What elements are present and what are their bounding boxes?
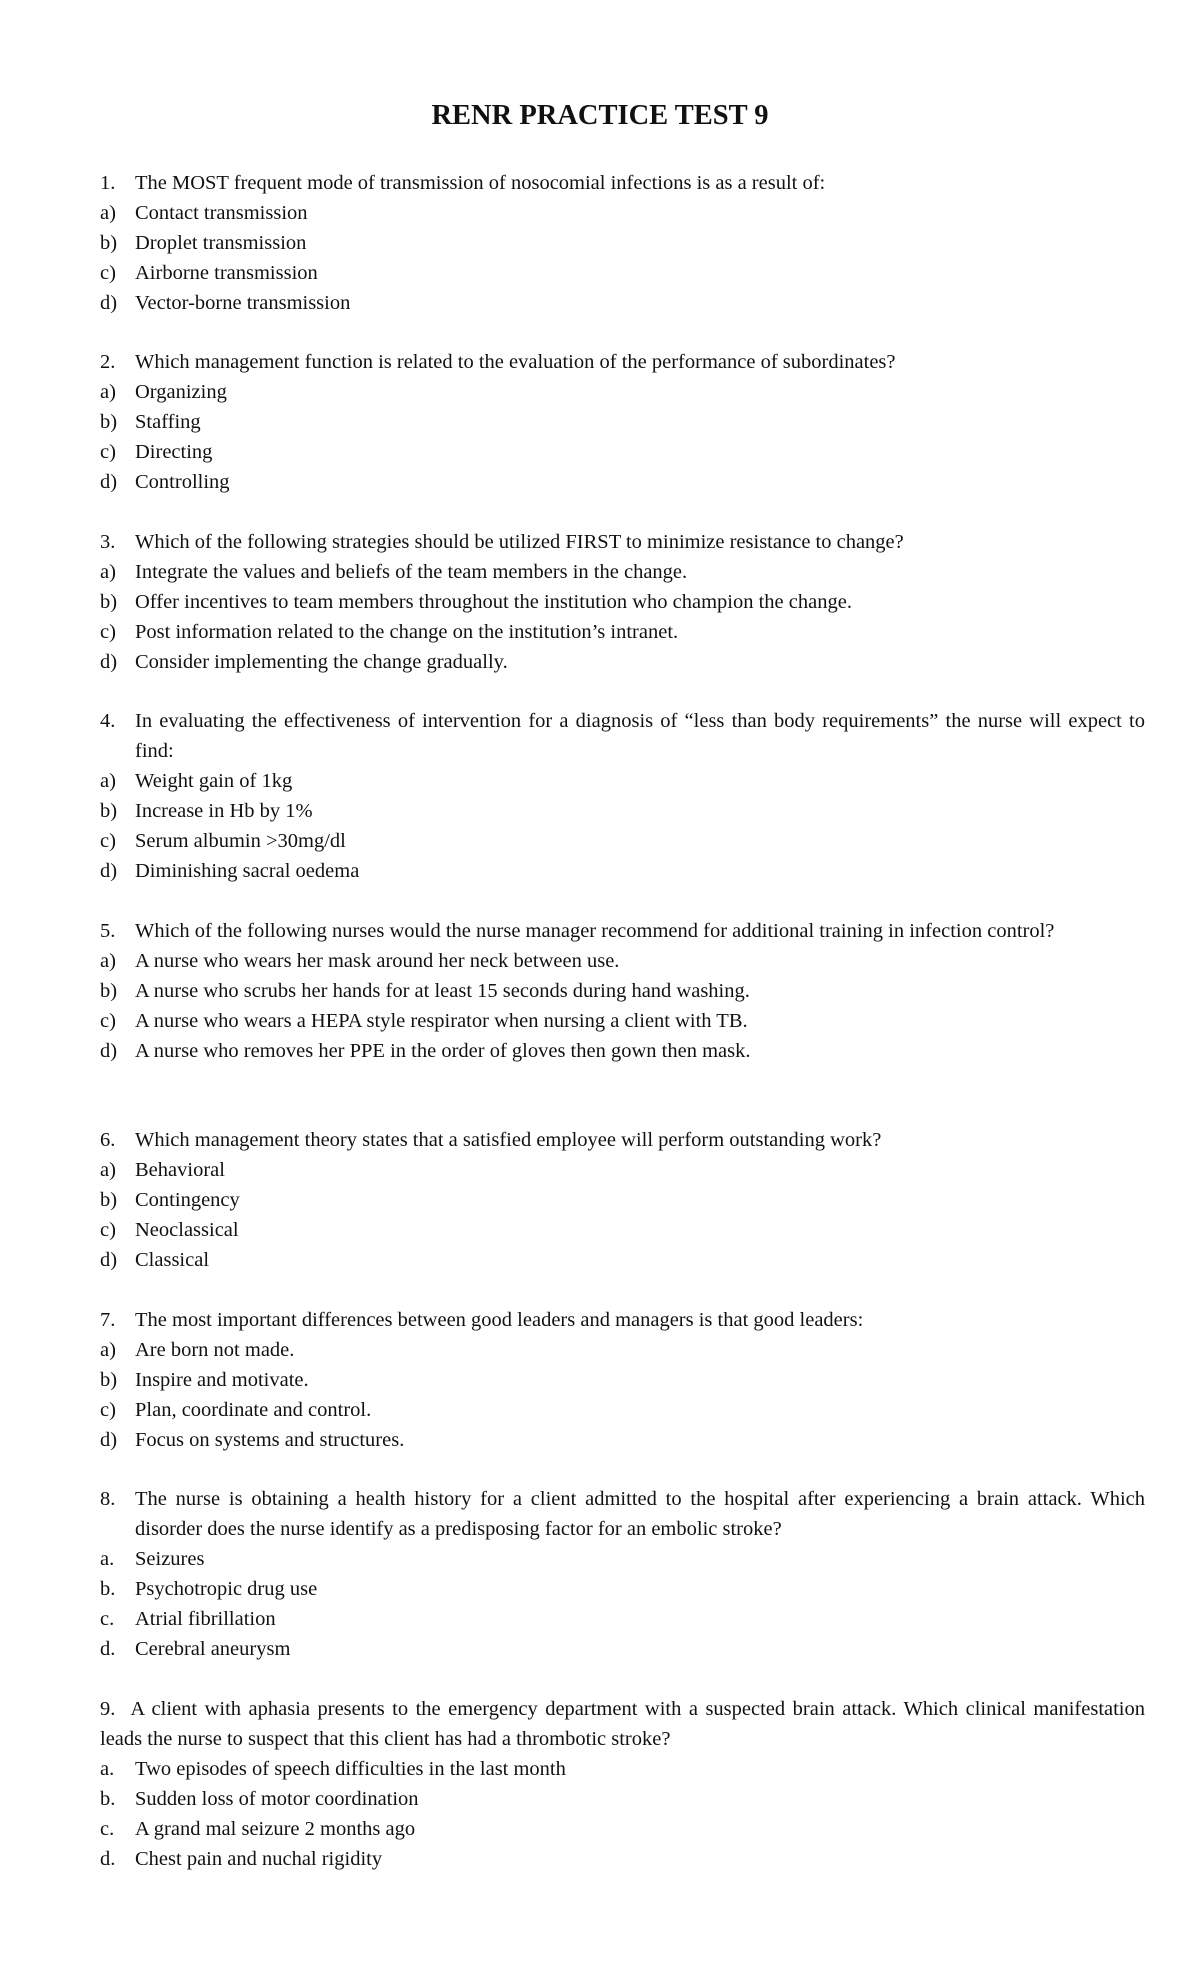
question-stem xyxy=(0,168,1200,198)
option-a xyxy=(0,1155,1200,1185)
question-number: 2. xyxy=(100,351,116,373)
option-text: Contact transmission xyxy=(135,202,308,224)
option-c xyxy=(0,826,1200,856)
question-text: The MOST frequent mode of transmission of nosocomial infections is as a result of: xyxy=(135,172,826,194)
option-text: Organizing xyxy=(135,381,227,403)
question-text: A client with aphasia presents to the emergency department with a suspected brain attack. Which clinical manifestation leads the nurse to suspect that this client has had a thrombotic stroke? xyxy=(100,1698,1146,1750)
option-label: d) xyxy=(100,1040,118,1062)
option-label: b) xyxy=(100,232,118,254)
option-label: b) xyxy=(100,591,118,613)
option-label: a. xyxy=(100,1548,115,1570)
question-stem xyxy=(0,1694,1145,1754)
question-number: 9. xyxy=(100,1698,116,1720)
option-b xyxy=(0,1784,1200,1814)
question-6 xyxy=(0,1125,1200,1275)
question-text: Which of the following strategies should be utilized FIRST to minimize resistance to change? xyxy=(135,531,904,553)
option-a xyxy=(0,557,1200,587)
option-d xyxy=(0,467,1200,497)
option-label: a) xyxy=(100,202,116,224)
option-text: Integrate the values and beliefs of the team members in the change. xyxy=(135,561,688,583)
option-text: Behavioral xyxy=(135,1159,225,1181)
option-b xyxy=(0,1574,1200,1604)
option-text: Post information related to the change on the institution’s intranet. xyxy=(135,621,679,643)
question-number: 8. xyxy=(100,1488,116,1510)
question-stem xyxy=(0,527,1200,557)
option-label: a) xyxy=(100,770,116,792)
option-b xyxy=(0,976,1200,1006)
option-d xyxy=(0,647,1200,677)
option-text: A nurse who scrubs her hands for at least 15 seconds during hand washing. xyxy=(135,980,750,1002)
question-2 xyxy=(0,347,1200,497)
question-7 xyxy=(0,1305,1200,1455)
option-label: b. xyxy=(100,1788,116,1810)
option-d xyxy=(0,1245,1200,1275)
option-text: Seizures xyxy=(135,1548,205,1570)
question-5 xyxy=(0,916,1200,1066)
option-text: Focus on systems and structures. xyxy=(135,1429,405,1451)
option-text: A nurse who wears her mask around her neck between use. xyxy=(135,950,620,972)
option-text: A nurse who removes her PPE in the order of gloves then gown then mask. xyxy=(135,1040,751,1062)
question-1 xyxy=(0,168,1200,318)
option-text: Airborne transmission xyxy=(135,262,318,284)
option-label: d) xyxy=(100,292,118,314)
option-label: b) xyxy=(100,411,118,433)
option-label: d) xyxy=(100,860,118,882)
question-3 xyxy=(0,527,1200,677)
option-text: Neoclassical xyxy=(135,1219,239,1241)
option-text: Controlling xyxy=(135,471,230,493)
option-text: Vector-borne transmission xyxy=(135,292,351,314)
option-d xyxy=(0,1634,1200,1664)
option-text: Directing xyxy=(135,441,213,463)
option-label: c. xyxy=(100,1818,115,1840)
option-text: Classical xyxy=(135,1249,210,1271)
option-b xyxy=(0,1185,1200,1215)
option-text: Are born not made. xyxy=(135,1339,295,1361)
page-title: RENR PRACTICE TEST 9 xyxy=(431,100,769,131)
option-text: Serum albumin >30mg/dl xyxy=(135,830,346,852)
option-d xyxy=(0,1036,1200,1066)
question-9 xyxy=(0,1694,1200,1874)
question-number: 5. xyxy=(100,920,116,942)
option-d xyxy=(0,1425,1200,1455)
question-text: Which management theory states that a satisfied employee will perform outstanding work? xyxy=(135,1129,882,1151)
option-text: A grand mal seizure 2 months ago xyxy=(135,1818,416,1840)
option-text: Staffing xyxy=(135,411,201,433)
question-stem xyxy=(0,916,1200,946)
question-stem xyxy=(0,1484,1200,1544)
option-label: c) xyxy=(100,1010,116,1032)
option-text: Two episodes of speech difficulties in the last month xyxy=(135,1758,566,1780)
option-text: Atrial fibrillation xyxy=(135,1608,276,1630)
option-label: a) xyxy=(100,1159,116,1181)
option-b xyxy=(0,1365,1200,1395)
option-text: Contingency xyxy=(135,1189,240,1211)
question-stem xyxy=(0,347,1200,377)
option-b xyxy=(0,228,1200,258)
question-stem xyxy=(0,1305,1200,1335)
option-d xyxy=(0,288,1200,318)
option-d xyxy=(0,1844,1200,1874)
option-label: b) xyxy=(100,800,118,822)
option-c xyxy=(0,1215,1200,1245)
option-label: d. xyxy=(100,1848,116,1870)
option-text: Inspire and motivate. xyxy=(135,1369,309,1391)
option-b xyxy=(0,407,1200,437)
option-label: b) xyxy=(100,980,118,1002)
option-text: Weight gain of 1kg xyxy=(135,770,293,792)
question-number: 6. xyxy=(100,1129,116,1151)
question-text: The nurse is obtaining a health history for a client admitted to the hospital after experiencing a brain attack. Which disorder does the nurse identify as a predisposing factor for an embolic stroke? xyxy=(135,1488,1145,1540)
option-label: d) xyxy=(100,651,118,673)
option-c xyxy=(0,258,1200,288)
option-label: a) xyxy=(100,1339,116,1361)
option-a xyxy=(0,1544,1200,1574)
question-number: 1. xyxy=(100,172,116,194)
option-label: d) xyxy=(100,471,118,493)
option-label: a) xyxy=(100,950,116,972)
option-label: c) xyxy=(100,621,116,643)
option-text: Sudden loss of motor coordination xyxy=(135,1788,419,1810)
option-c xyxy=(0,1006,1200,1036)
option-label: c) xyxy=(100,441,116,463)
option-label: c) xyxy=(100,830,116,852)
question-text: Which management function is related to the evaluation of the performance of subordinates? xyxy=(135,351,896,373)
question-4 xyxy=(0,706,1200,886)
option-label: c) xyxy=(100,1219,116,1241)
option-a xyxy=(0,1335,1200,1365)
option-a xyxy=(0,946,1200,976)
option-label: b. xyxy=(100,1578,116,1600)
option-b xyxy=(0,796,1200,826)
option-text: A nurse who wears a HEPA style respirator when nursing a client with TB. xyxy=(135,1010,748,1032)
option-a xyxy=(0,198,1200,228)
question-text: The most important differences between good leaders and managers is that good leaders: xyxy=(135,1309,864,1331)
option-c xyxy=(0,1814,1200,1844)
option-label: d) xyxy=(100,1249,118,1271)
option-label: c) xyxy=(100,262,116,284)
option-label: c. xyxy=(100,1608,115,1630)
option-c xyxy=(0,1395,1200,1425)
option-text: Cerebral aneurysm xyxy=(135,1638,291,1660)
option-c xyxy=(0,617,1200,647)
option-text: Droplet transmission xyxy=(135,232,307,254)
option-label: a. xyxy=(100,1758,115,1780)
question-number: 3. xyxy=(100,531,116,553)
option-text: Plan, coordinate and control. xyxy=(135,1399,372,1421)
option-d xyxy=(0,856,1200,886)
option-text: Consider implementing the change gradually. xyxy=(135,651,508,673)
option-label: d) xyxy=(100,1429,118,1451)
option-label: b) xyxy=(100,1369,118,1391)
question-number: 4. xyxy=(100,710,116,732)
option-text: Chest pain and nuchal rigidity xyxy=(135,1848,383,1870)
option-text: Psychotropic drug use xyxy=(135,1578,318,1600)
question-8 xyxy=(0,1484,1200,1664)
option-label: a) xyxy=(100,381,116,403)
question-stem xyxy=(0,1125,1200,1155)
option-a xyxy=(0,766,1200,796)
question-text: Which of the following nurses would the nurse manager recommend for additional training in infection control? xyxy=(135,920,1055,942)
option-a xyxy=(0,1754,1200,1784)
option-label: b) xyxy=(100,1189,118,1211)
option-c xyxy=(0,1604,1200,1634)
option-c xyxy=(0,437,1200,467)
option-label: c) xyxy=(100,1399,116,1421)
option-text: Increase in Hb by 1% xyxy=(135,800,313,822)
option-label: a) xyxy=(100,561,116,583)
option-text: Offer incentives to team members throughout the institution who champion the change. xyxy=(135,591,852,613)
option-label: d. xyxy=(100,1638,116,1660)
option-b xyxy=(0,587,1200,617)
question-stem xyxy=(0,706,1200,766)
question-text: In evaluating the effectiveness of intervention for a diagnosis of “less than body requirements” the nurse will expect to find: xyxy=(135,710,1145,762)
option-text: Diminishing sacral oedema xyxy=(135,860,360,882)
option-a xyxy=(0,377,1200,407)
question-number: 7. xyxy=(100,1309,116,1331)
